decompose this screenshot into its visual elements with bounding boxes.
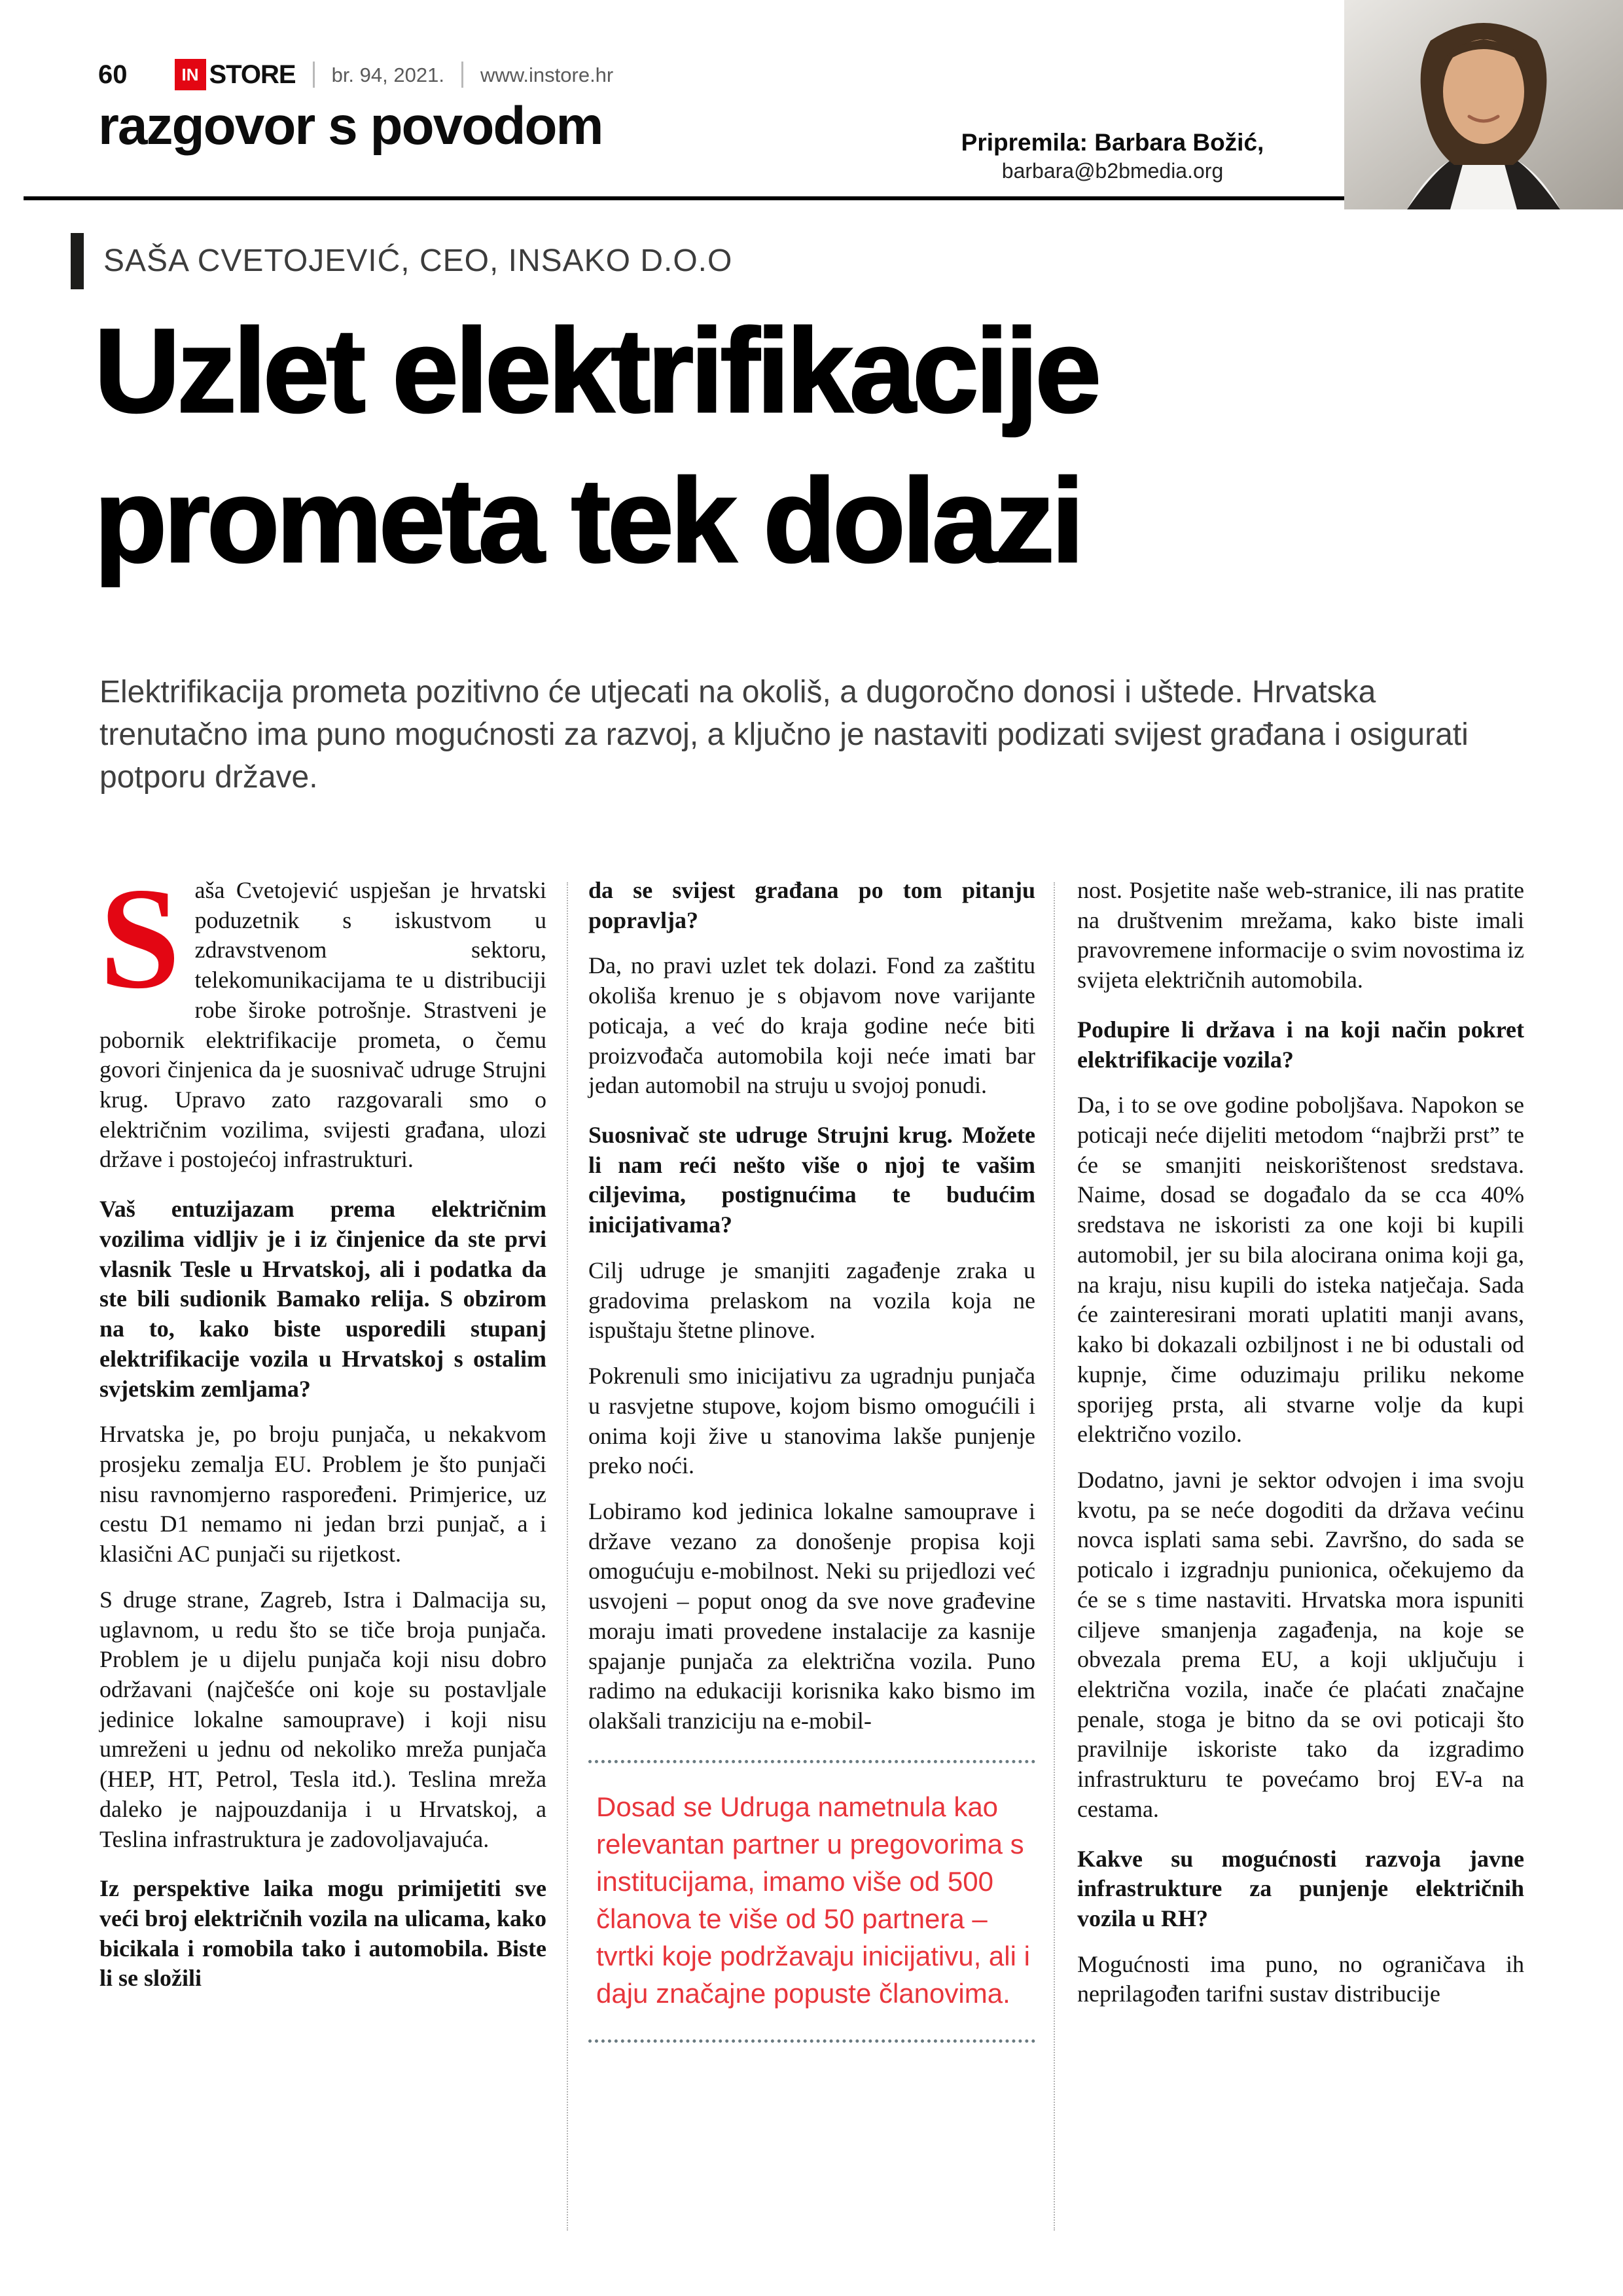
page-header <box>98 58 613 92</box>
paragraph: Mogućnosti ima puno, no ograničava ih neprilagođen tarifni sustav distribucije <box>1077 1950 1524 2007</box>
interview-question: Suosnivač ste udruge Strujni krug. Možete li nam reći nešto više o njoj te vašim ciljevima, postignućima te budućim inicijativama? <box>588 1122 1035 1238</box>
paragraph: Da, no pravi uzlet tek dolazi. Fond za zaštitu okoliša krenuo je s objavom nove varijante poticaja, a već do kraja godine neće biti proizvođača automobila koji neće imati bar jedan automobil na struju u svojoj ponudi. <box>588 952 1035 1099</box>
pull-quote: Dosad se Udruga nametnula kao relevantan partner u pregovorima s institucijama, imamo više od 500 članova te više od 50 partnera – tvrtki koje podržavaju inicijativu, ali i daju značajne popuste članovima. <box>588 1760 1035 2043</box>
interview-question: Podupire li država i na koji način pokret elektrifikacije vozila? <box>1077 1016 1524 1073</box>
author-photo <box>1344 0 1623 209</box>
paragraph: S druge strane, Zagreb, Istra i Dalmacija su, uglavnom, u redu što se tiče broja punjača. Problem je u dijelu punjača koji nisu dobro održavani (najčešće oni koje su postavljale jedinice lokalne samouprave) i koji nisu umreženi u jednu od nekoliko mreža punjača (HEP, HT, Petrol, Tesla itd.). Teslina mreža daleko je najpouzdanija i u Hrvatskoj, a Teslina infrastruktura je zadovoljavajuća. <box>99 1586 546 1852</box>
paragraph-text: aša Cvetojević uspješan je hrvatski poduzetnik s iskustvom u zdravstvenom sektoru, telekomunikacijama te u distribuciji robe široke potrošnje. Strastveni je pobornik elektrifikacije prometa, o čemu govori činjenica da je suosnivač udruge Strujni krug. Upravo zato razgovarali smo o električnim vozilima, svijesti građana, ulozi države i postojećoj infrastrukturi. <box>99 877 546 1173</box>
portrait-illustration <box>1344 0 1623 209</box>
issue-number: br. 94, 2021. <box>313 62 444 88</box>
instore-logo-in-mark: IN <box>175 59 206 90</box>
byline-email: barbara@b2bmedia.org <box>1001 159 1224 183</box>
article-body <box>99 858 1524 2043</box>
page-number: 60 <box>98 60 128 89</box>
website-url: www.instore.hr <box>461 62 613 88</box>
paragraph: nost. Posjetite naše web-stranice, ili nas pratite na društvenim mrežama, kako biste imali pravovremene informacije o svim novostima iz svijeta električnih automobila. <box>1077 877 1524 994</box>
paragraph-dropcap <box>99 858 546 1175</box>
paragraph: Dodatno, javni je sektor odvojen i ima svoju kvotu, pa se neće dogoditi da država većinu novca isplati sama sebi. Završno, do sada se poticalo i izgradnju punionica, očekujemo da će se s time nastaviti. Hrvatska mora ispuniti ciljeve smanjenja zagađenja, na koje se obvezala prema EU, a koji uključuju i električna vozila, inače će plaćati značajne penale, stoga je bitno da se ovi poticaji što pravilnije iskoriste tako da izgradimo infrastrukturu te povećamo broj EV-a na cestama. <box>1077 1466 1524 1822</box>
headline-line-1: Uzlet elektrifikacije <box>94 304 1098 437</box>
drop-cap: S <box>99 858 181 1019</box>
article-column-1 <box>99 858 546 2043</box>
interview-question: Iz perspektive laika mogu primijetiti sve veći broj električnih vozila na ulicama, kako bicikala i romobila tako i automobila. Biste li se složili <box>99 1875 546 1992</box>
article-lead: Elektrifikacija prometa pozitivno će utjecati na okoliš, a dugoročno donosi i uštede. Hrvatska trenutačno ima puno mogućnosti za razvoj, a ključno je nastaviti podizati svijest građana i osigurati potporu države. <box>99 675 1469 795</box>
instore-logo <box>175 59 296 90</box>
paragraph: Lobiramo kod jedinica lokalne samouprave i države vezano za donošenje propisa koji omogućuju e-mobilnost. Neki su prijedlozi već usvojeni – poput onog da sve nove građevine moraju imati provedene instalacije za kasnije spajanje punjača za električna vozila. Puno radimo na edukaciji korisnika kako bismo im olakšali tranziciju na e-mobil- <box>588 1498 1035 1734</box>
article-column-2 <box>588 876 1035 2043</box>
instore-logo-wordmark: STORE <box>209 60 296 89</box>
interview-question: da se svijest građana po tom pitanju popravlja? <box>588 877 1035 933</box>
byline <box>890 128 1335 184</box>
kicker <box>71 233 732 289</box>
paragraph: Hrvatska je, po broju punjača, u nekakvom prosjeku zemalja EU. Problem je što punjači nisu ravnomjerno raspoređeni. Primjerice, uz cestu D1 nemamo ni jedan brzi punjač, a i klasični AC punjači su rijetkost. <box>99 1421 546 1568</box>
interview-question: Vaš entuzijazam prema električnim vozilima vidljiv je i iz činjenice da ste prvi vlasnik Tesle u Hrvatskoj, ali i podatka da ste bili sudionik Bamako relija. S obzirom na to, kako biste usporedili stupanj elektrifikacije vozila u Hrvatskoj s ostalim svjetskim zemljama? <box>99 1196 546 1402</box>
headline-line-2: prometa tek dolazi <box>94 454 1081 588</box>
kicker-bar <box>71 233 84 289</box>
byline-author: Pripremila: Barbara Božić, <box>961 129 1264 156</box>
kicker-text: SAŠA CVETOJEVIĆ, CEO, INSAKO D.O.O <box>103 243 733 278</box>
section-title: razgovor s povodom <box>98 96 603 156</box>
article-column-3 <box>1077 876 1524 2043</box>
article-headline <box>94 296 1534 596</box>
interview-question: Kakve su mogućnosti razvoja javne infrastrukture za punjenje električnih vozila u RH? <box>1077 1845 1524 1931</box>
paragraph: Cilj udruge je smanjiti zagađenje zraka u gradovima prelaskom na vozila koja ne ispuštaju štetne plinove. <box>588 1257 1035 1344</box>
paragraph: Da, i to se ove godine poboljšava. Napokon se poticaji neće dijeliti metodom “najbrži prst” te će se smanjiti neiskorištenost sredstava. Naime, dosad se događalo da se cca 40% sredstava ne iskoristi za one koji bi kupili automobil, jer su bila alocirana onima koji ga, na kraju, nisu kupili do isteka natječaja. Sada će zainteresirani morati uplatiti manji avans, kako bi dokazali ozbiljnost i ne bi odustali od kupnje, čime oduzimaju priliku nekome sporijeg prsta, ali stvarne volje da kupi električno vozilo. <box>1077 1092 1524 1448</box>
paragraph: Pokrenuli smo inicijativu za ugradnju punjača u rasvjetne stupove, kojom bismo omogućili i onima koji žive u stanovima lakše punjenje preko noći. <box>588 1363 1035 1479</box>
